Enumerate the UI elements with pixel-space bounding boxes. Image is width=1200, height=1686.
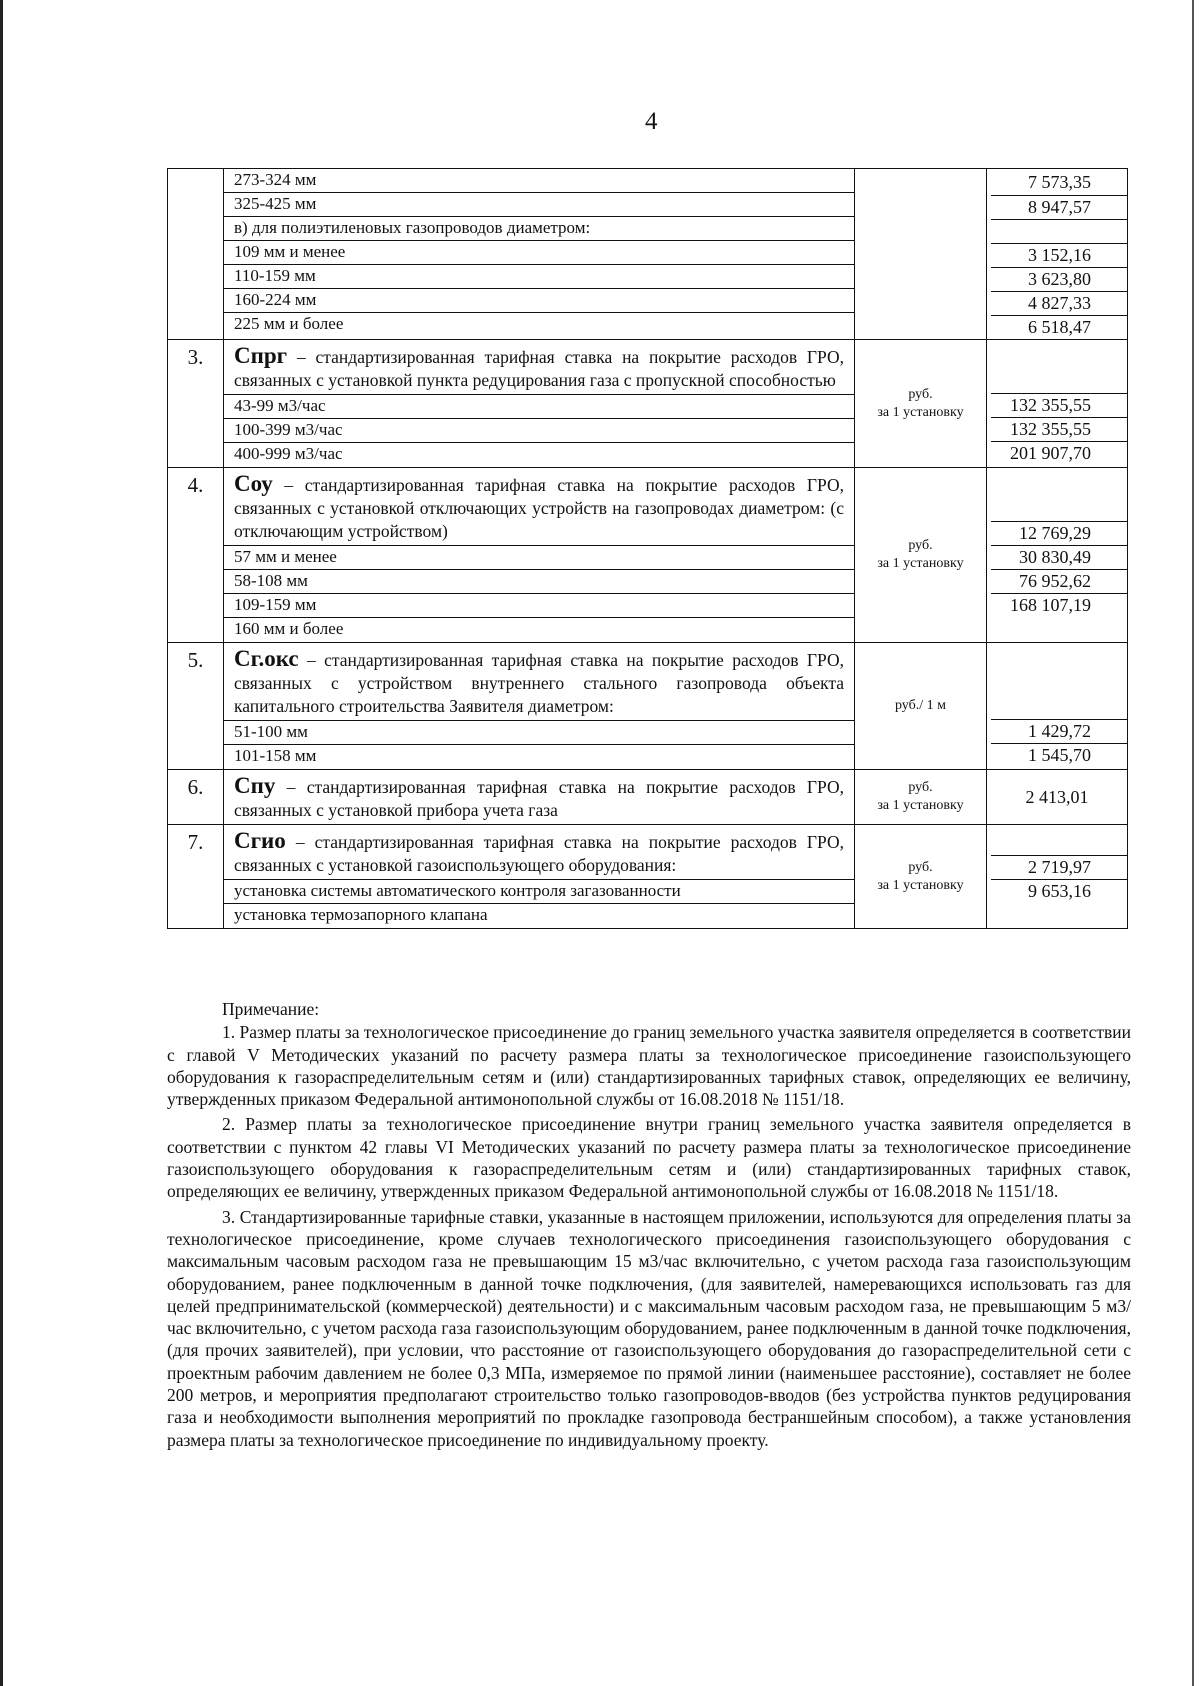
unit-label: руб. за 1 установку bbox=[877, 386, 964, 420]
row-number: 5. bbox=[168, 643, 224, 770]
rate-value: 3 152,16 bbox=[991, 243, 1127, 267]
rate-value: 12 769,29 bbox=[991, 521, 1127, 545]
row-description bbox=[224, 770, 855, 825]
list-item: 160-224 мм bbox=[224, 289, 854, 313]
row-description bbox=[224, 643, 855, 770]
unit-label: руб. за 1 установку bbox=[877, 780, 964, 813]
value-spacer bbox=[987, 468, 1127, 521]
scan-edge bbox=[1192, 0, 1194, 1686]
tariff-code: Сг.окс bbox=[234, 646, 299, 671]
tariff-code: Соу bbox=[234, 471, 273, 496]
rate-value: 2 719,97 bbox=[991, 855, 1127, 879]
table-row bbox=[168, 169, 1128, 340]
tariff-definition-text: – стандартизированная тарифная ставка на покрытие расходов ГРО, связанных с установкой газоиспользующего оборудования: bbox=[234, 832, 844, 875]
tariff-code: Спу bbox=[234, 773, 276, 798]
list-item: 110-159 мм bbox=[224, 265, 854, 289]
unit-cell bbox=[855, 169, 987, 340]
rate-value: 1 429,72 bbox=[991, 719, 1127, 743]
row-number: 7. bbox=[168, 825, 224, 929]
row-number: 4. bbox=[168, 468, 224, 643]
note-paragraph: 3. Стандартизированные тарифные ставки, указанные в настоящем приложении, используются для определения платы за технологическое присоединение, кроме случаев технологического присоединения газоиспользующего оборудования с максимальным часовым расходом газа не превышающим 15 м3/час включительно, с учетом расхода газа газоиспользующим оборудованием, ранее подключенным в данной точке подключения, (для заявителей, намеревающихся использовать газ для целей предпринимательской (коммерческой) деятельности) и с максимальным часовым расходом газа, не превышающим 5 м3/час включительно, с учетом расхода газа газоиспользующим оборудованием, ранее подключенным в данной точке подключения, (для прочих заявителей), при условии, что расстояние от газоиспользующего оборудования до газораспределительной сети с проектным рабочим давлением не более 0,3 МПа, измеряемое по прямой линии (наименьшее расстояние), составляет не более 200 метров, и мероприятия предполагают строительство только газопроводов-вводов (без устройства пунктов редуцирования газа и необходимости выполнения мероприятий по прокладке газопровода бестраншейным способом), а также установления размера платы за технологическое присоединение по индивидуальному проекту. bbox=[167, 1206, 1131, 1450]
row-values bbox=[987, 643, 1128, 770]
value-spacer bbox=[987, 825, 1127, 855]
row-values bbox=[987, 340, 1128, 468]
tariff-code: Сгио bbox=[234, 828, 286, 853]
rate-value: 2 413,01 bbox=[1025, 787, 1089, 807]
list-item: установка системы автоматического контроля загазованности bbox=[224, 880, 854, 904]
rate-value: 76 952,62 bbox=[991, 569, 1127, 593]
row-description bbox=[224, 825, 855, 929]
rate-value: 7 573,35 bbox=[1028, 172, 1091, 192]
value-spacer bbox=[987, 340, 1127, 393]
tariff-definition-text: – стандартизированная тарифная ставка на покрытие расходов ГРО, связанных с установкой отключающих устройств на газопроводах диаметром: (с отключающим устройством) bbox=[234, 475, 844, 541]
table-row bbox=[168, 770, 1128, 825]
tariff-code: Спрг bbox=[234, 343, 288, 368]
tariff-definition bbox=[224, 468, 854, 546]
row-values bbox=[987, 825, 1128, 929]
table-row bbox=[168, 340, 1128, 468]
row-description bbox=[224, 340, 855, 468]
tariff-definition-text: – стандартизированная тарифная ставка на покрытие расходов ГРО, связанных с устройством внутреннего стального газопровода объекта капитального строительства Заявителя диаметром: bbox=[234, 650, 844, 716]
rate-value: 4 827,33 bbox=[991, 291, 1127, 315]
list-item: 109 мм и менее bbox=[224, 241, 854, 265]
list-item: 325-425 мм bbox=[224, 193, 854, 217]
row-description bbox=[224, 169, 855, 340]
rate-value: 168 107,19 bbox=[991, 593, 1127, 617]
row-values bbox=[987, 770, 1128, 825]
tariff-definition bbox=[224, 340, 854, 395]
scan-edge bbox=[0, 0, 3, 1686]
list-item: 100-399 м3/час bbox=[224, 419, 854, 443]
tariff-definition bbox=[224, 825, 854, 880]
tariff-definition-text: – стандартизированная тарифная ставка на покрытие расходов ГРО, связанных с установкой прибора учета газа bbox=[234, 777, 844, 820]
rate-value: 132 355,55 bbox=[991, 393, 1127, 417]
unit-cell bbox=[855, 643, 987, 770]
notes-title: Примечание: bbox=[222, 999, 320, 1019]
tariff-definition-text: – стандартизированная тарифная ставка на покрытие расходов ГРО, связанных с установкой пункта редуцирования газа с пропускной способностью bbox=[234, 347, 844, 390]
unit-cell bbox=[855, 340, 987, 468]
rate-value: 6 518,47 bbox=[991, 315, 1127, 339]
list-item: 400-999 м3/час bbox=[234, 444, 343, 463]
rate-value bbox=[991, 219, 1127, 243]
rate-value: 201 907,70 bbox=[991, 441, 1127, 465]
list-item: 225 мм и более bbox=[234, 314, 344, 333]
list-item: 109-159 мм bbox=[224, 594, 854, 618]
rate-value: 3 623,80 bbox=[991, 267, 1127, 291]
table-row bbox=[168, 468, 1128, 643]
rate-value: 9 653,16 bbox=[991, 879, 1127, 903]
unit-label: руб. за 1 установку bbox=[877, 538, 964, 571]
row-number bbox=[168, 169, 224, 340]
list-item: 160 мм и более bbox=[234, 619, 344, 638]
list-item: 273-324 мм bbox=[224, 169, 854, 193]
row-number: 6. bbox=[168, 770, 224, 825]
list-item: 58-108 мм bbox=[224, 570, 854, 594]
tariff-definition bbox=[224, 643, 854, 721]
row-description bbox=[224, 468, 855, 643]
list-item: установка термозапорного клапана bbox=[234, 905, 488, 924]
list-item: 57 мм и менее bbox=[224, 546, 854, 570]
note-paragraph: 1. Размер платы за технологическое присоединение до границ земельного участка заявителя определяется в соответствии с главой V Методических указаний по расчету размера платы за технологическое присоединение газоиспользующего оборудования к газораспределительным сетям и (или) стандартизированных тарифных ставок, определяющих ее величину, утвержденных приказом Федеральной антимонопольной службы от 16.08.2018 № 1151/18. bbox=[167, 1022, 1131, 1110]
table-row bbox=[168, 643, 1128, 770]
table-row bbox=[168, 825, 1128, 929]
rate-value: 1 545,70 bbox=[991, 743, 1127, 767]
notes-section bbox=[167, 998, 1131, 1454]
unit-cell bbox=[855, 468, 987, 643]
list-item: 51-100 мм bbox=[224, 721, 854, 745]
rate-value: 132 355,55 bbox=[991, 417, 1127, 441]
row-values bbox=[987, 468, 1128, 643]
rate-value: 8 947,57 bbox=[991, 195, 1127, 219]
tariff-table bbox=[167, 168, 1128, 929]
unit-cell bbox=[855, 825, 987, 929]
unit-label: руб./ 1 м bbox=[894, 698, 946, 713]
unit-label: руб. за 1 установку bbox=[877, 859, 964, 893]
note-paragraph: 2. Размер платы за технологическое присоединение внутри границ земельного участка заявителя определяется в соответствии с пунктом 42 главы VI Методических указаний по расчету размера платы за технологическое присоединение газоиспользующего оборудования к газораспределительным сетям и (или) стандартизированных тарифных ставок, определяющих ее величину, утвержденных приказом Федеральной антимонопольной службы от 16.08.2018 № 1151/18. bbox=[167, 1114, 1131, 1202]
value-spacer bbox=[987, 643, 1127, 719]
list-item: в) для полиэтиленовых газопроводов диаметром: bbox=[224, 217, 854, 241]
tariff-definition bbox=[224, 770, 854, 824]
page-number: 4 bbox=[645, 108, 658, 135]
unit-cell bbox=[855, 770, 987, 825]
row-number: 3. bbox=[168, 340, 224, 468]
row-values bbox=[987, 169, 1128, 340]
list-item: 43-99 м3/час bbox=[224, 395, 854, 419]
list-item: 101-158 мм bbox=[234, 746, 317, 765]
rate-value: 30 830,49 bbox=[991, 545, 1127, 569]
